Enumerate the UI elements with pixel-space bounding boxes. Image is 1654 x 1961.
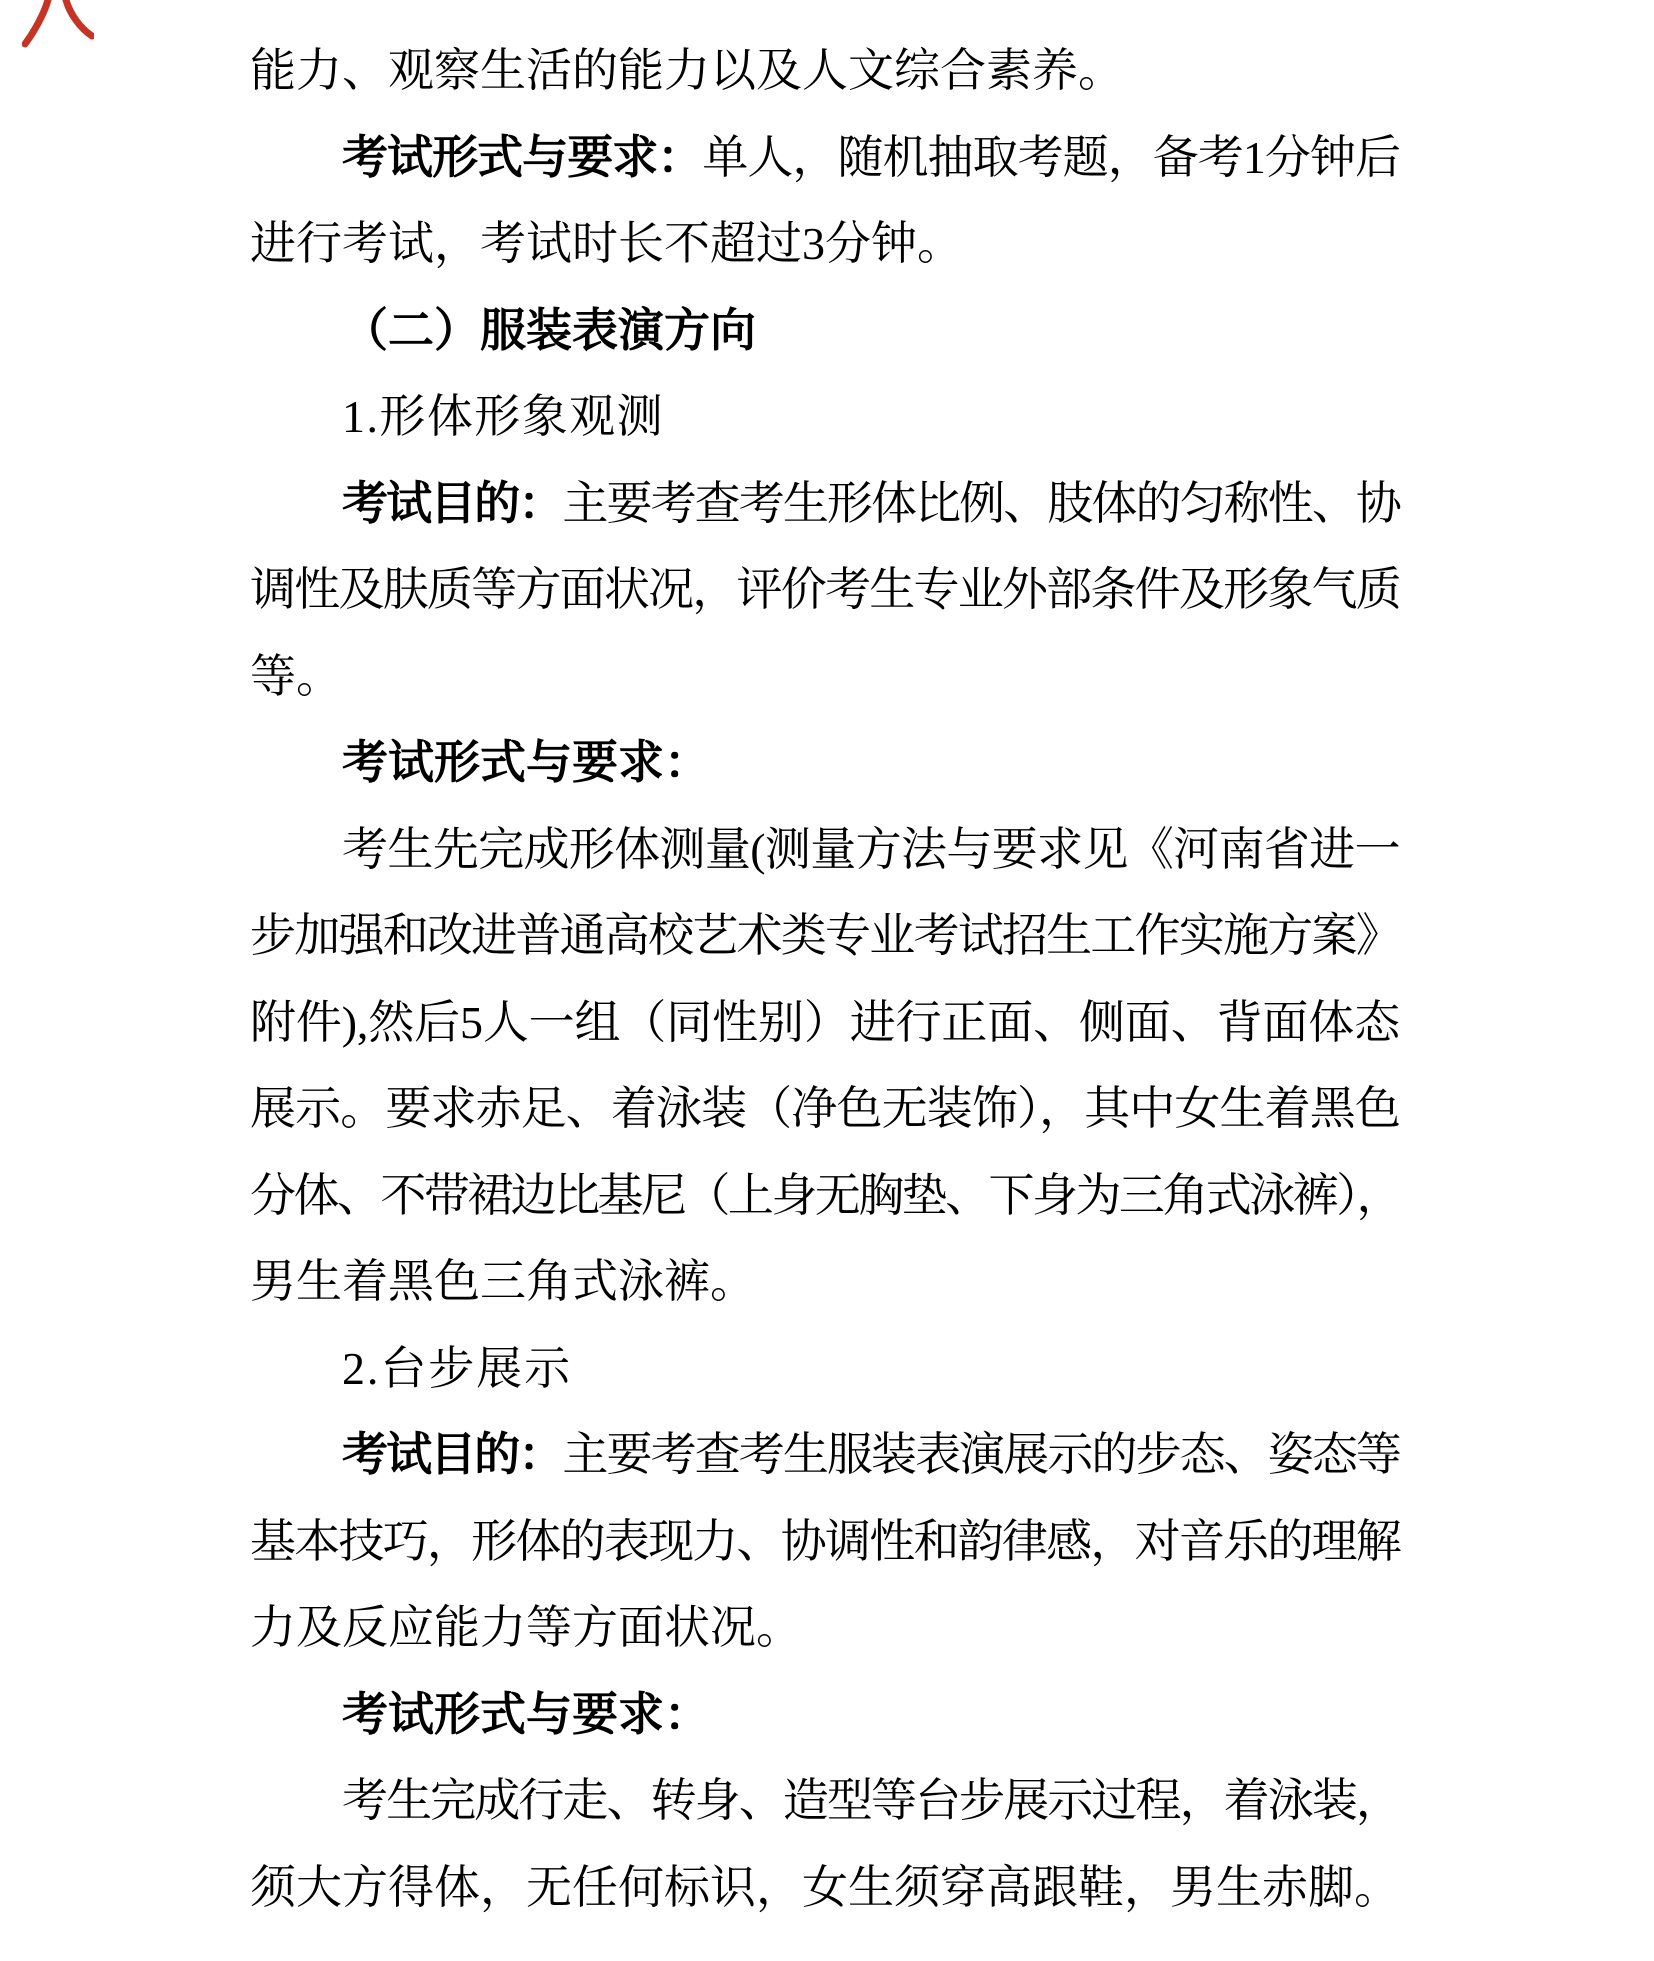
bold-label-line: 考试形式与要求：: [342, 1688, 710, 1740]
paragraph-line: 考生先完成形体测量(测量方法与要求见《河南省进一: [342, 823, 1400, 875]
bold-lead-in: 考试目的：: [342, 477, 563, 529]
paragraph-line: 男生着黑色三角式泳裤。: [250, 1256, 756, 1307]
bold-lead-in: 考试目的：: [342, 1429, 563, 1480]
paragraph-line: [250, 115, 1400, 202]
bold-lead-in: 考试形式与要求：: [342, 131, 703, 183]
paragraph-line: 能力、观察生活的能力以及人文综合素养。: [250, 45, 1124, 96]
paragraph-line: 力及反应能力等方面状况。: [250, 1602, 802, 1653]
paragraph-line: 考生完成行走、转身、造型等台步展示过程，着泳装，: [342, 1775, 1401, 1826]
paragraph-line: [250, 1412, 1400, 1499]
paragraph-line: 分体、不带裙边比基尼（上身无胸垫、下身为三角式泳裤），: [250, 1169, 1401, 1221]
paragraph-line: 等。: [250, 650, 342, 702]
paragraph-line: 附件),然后5人一组（同性别）进行正面、侧面、背面体态: [250, 996, 1400, 1048]
subsection-heading: 1.形体形象观测: [342, 391, 664, 442]
section-heading: （二）服装表演方向: [342, 304, 756, 356]
paragraph-line: 进行考试，考试时长不超过3分钟。: [250, 218, 963, 269]
paragraph-line: 调性及肤质等方面状况，评价考生专业外部条件及形象气质: [250, 564, 1401, 615]
paragraph-line: 步加强和改进普通高校艺术类专业考试招生工作实施方案》: [250, 910, 1401, 961]
subsection-heading: 2.台步展示: [342, 1342, 572, 1394]
red-corner-mark: [22, 0, 94, 55]
paragraph-text: 单人，随机抽取考题，备考1分钟后: [702, 131, 1401, 183]
paragraph-line: 展示。要求赤足、着泳装（净色无装饰），其中女生着黑色: [250, 1083, 1400, 1134]
bold-label-line: 考试形式与要求：: [342, 737, 710, 788]
paragraph-line: 基本技巧，形体的表现力、协调性和韵律感，对音乐的理解: [250, 1515, 1401, 1567]
paragraph-text: 主要考查考生服装表演展示的步态、姿态等: [562, 1429, 1401, 1480]
paragraph-line: 须大方得体，无任何标识，女生须穿高跟鞋，男生赤脚。: [250, 1861, 1400, 1913]
paragraph-line: [250, 461, 1400, 548]
paragraph-text: 主要考查考生形体比例、肢体的匀称性、协: [562, 477, 1401, 529]
